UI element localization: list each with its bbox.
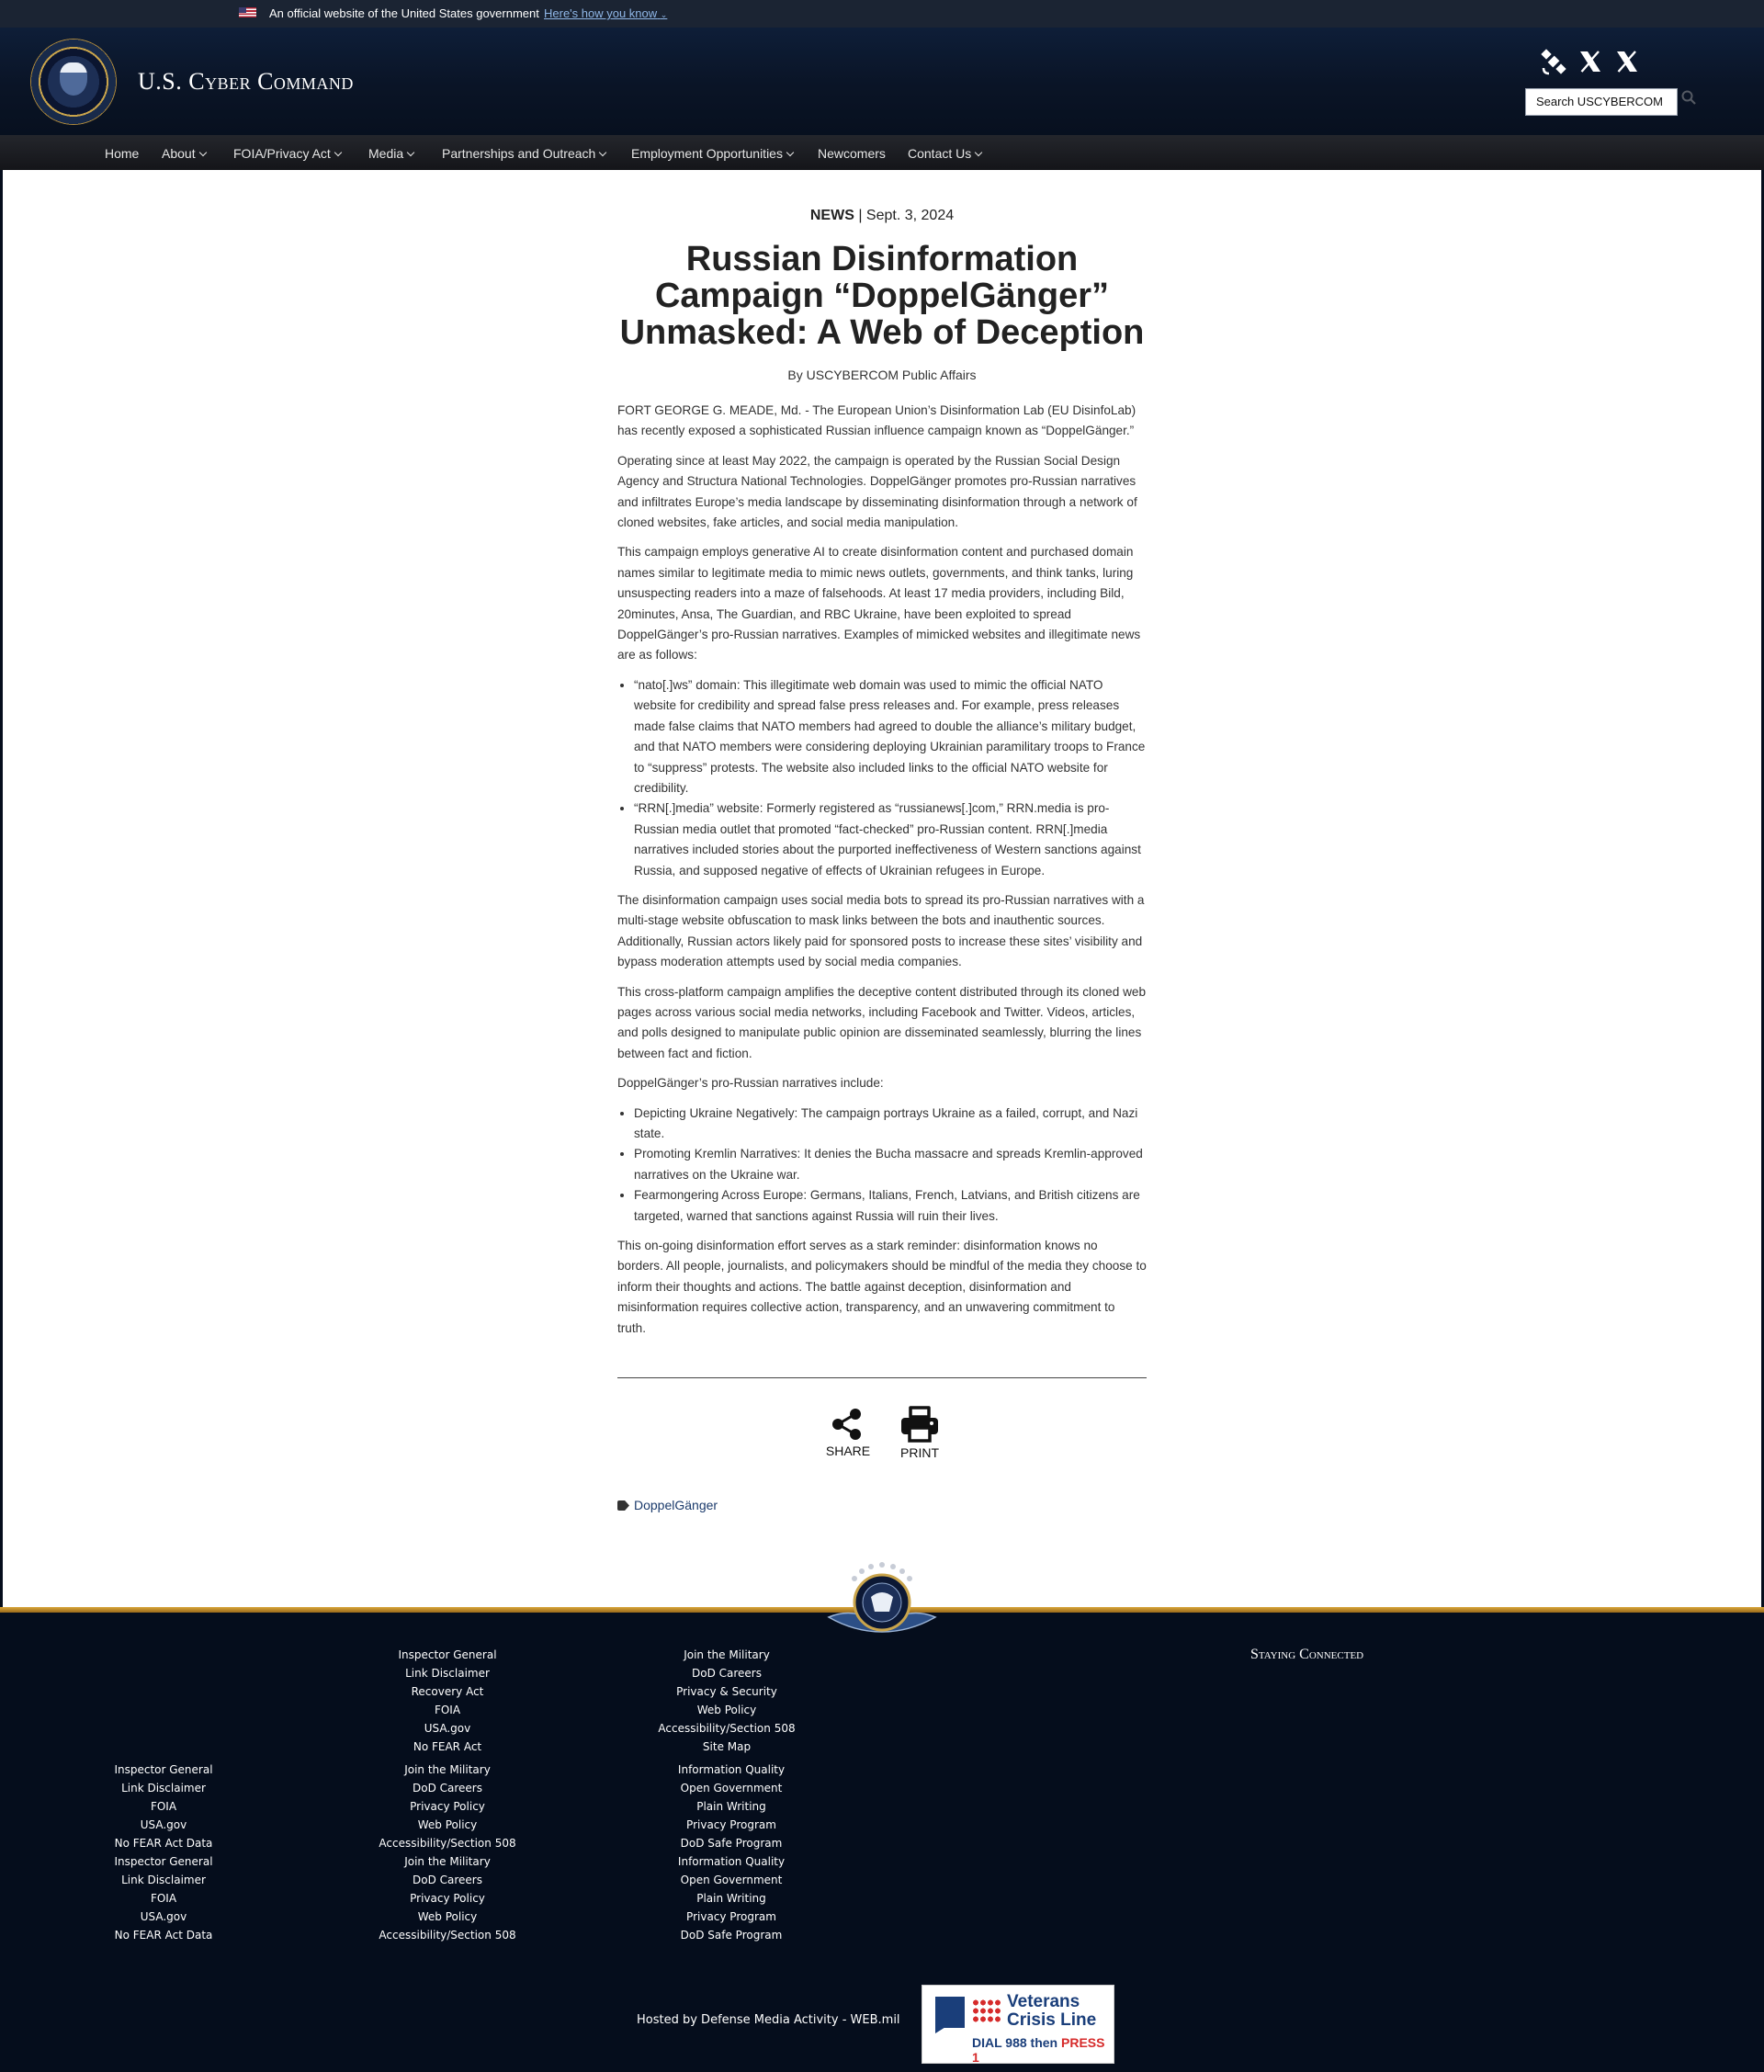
- footer-links-col-a: [367, 1646, 528, 1756]
- share-label: SHARE: [825, 1444, 871, 1458]
- search-icon[interactable]: [1681, 90, 1696, 105]
- examples-list: [617, 675, 1147, 881]
- footer-link[interactable]: Inspector General: [114, 1763, 213, 1776]
- heres-how-you-know-link[interactable]: Here's how you know ⌄: [544, 6, 668, 20]
- chevron-down-icon: [198, 149, 206, 156]
- footer-link[interactable]: USA.gov: [140, 1818, 187, 1831]
- satellite-icon[interactable]: [1540, 48, 1567, 75]
- search-input[interactable]: Search USCYBERCOM: [1525, 88, 1678, 116]
- article-paragraph: This cross-platform campaign amplifies the deceptive content distributed through its cloned web pages across various social media networks, including Facebook and Twitter. Videos, articles, and polls designed to manipulate public opinion are disseminated seamlessly, blurring the lines between fact and fiction.: [617, 984, 1147, 1060]
- article-paragraph: DoppelGänger’s pro-Russian narratives include:: [617, 1076, 884, 1091]
- site-brand-title[interactable]: U.S. Cyber Command: [138, 68, 354, 95]
- footer-links-col-b: [644, 1646, 809, 1756]
- nav-item-media[interactable]: Media: [368, 146, 413, 161]
- footer-link[interactable]: Privacy Program: [686, 1818, 776, 1831]
- chevron-down-icon: [975, 149, 982, 156]
- footer-link[interactable]: Link Disclaimer: [121, 1874, 206, 1886]
- footer-link[interactable]: Privacy Policy: [410, 1800, 485, 1813]
- content-divider: [617, 1377, 1147, 1378]
- print-label: PRINT: [900, 1445, 939, 1460]
- footer-link[interactable]: Plain Writing: [696, 1800, 766, 1813]
- article-paragraph: This campaign employs generative AI to create disinformation content and purchased domain names similar to legitimate media to mimic news outlets, governments, and think tanks, luring unsuspecting readers into a maze of falsehoods. At least 17 media providers, including Bild, 20minutes, Ansa, The Guardian, and RBC Ukraine, have been exploited to spread DoppelGänger’s pro-Russian narratives. Examples of mimicked websites and illegitimate news are as follows:: [617, 545, 1141, 662]
- article-paragraph: This on-going disinformation effort serves as a stark reminder: disinformation knows no borders. All people, journalists, and policymakers should be mindful of the media they choose to inform their thoughts and actions. The battle against deception, disinformation and misinformation requires collective action, transparency, and an unwavering commitment to truth.: [617, 1239, 1147, 1335]
- footer-link[interactable]: FOIA: [150, 1892, 177, 1905]
- footer-link[interactable]: FOIA: [434, 1704, 461, 1716]
- footer-links-col-1: [90, 1761, 237, 1944]
- site-header: [0, 28, 1764, 135]
- footer-link[interactable]: Open Government: [680, 1874, 783, 1886]
- nav-item-newcomers[interactable]: Newcomers: [818, 146, 886, 161]
- list-item: • Fearmongering Across Europe: Germans, Italians, French, Latvians, and British citizens are targeted, warned that sanctions against Russia will ruin their lives.: [634, 1185, 1147, 1227]
- footer-link[interactable]: Site Map: [702, 1740, 752, 1753]
- nav-item-employment[interactable]: Employment Opportunities: [631, 146, 793, 161]
- footer-link[interactable]: DoD Careers: [413, 1874, 482, 1886]
- footer-link[interactable]: Accessibility/Section 508: [658, 1722, 796, 1735]
- footer-link[interactable]: Inspector General: [398, 1648, 497, 1661]
- footer-link[interactable]: DoD Safe Program: [680, 1837, 783, 1850]
- staying-connected-heading: Staying Connected: [1250, 1647, 1364, 1662]
- footer-link[interactable]: No FEAR Act Data: [114, 1837, 213, 1850]
- list-item: • Promoting Kremlin Narratives: It denies the Bucha massacre and spreads Kremlin-approved narratives on the Ukraine war.: [634, 1144, 1147, 1185]
- footer-link[interactable]: Web Policy: [417, 1818, 478, 1831]
- footer-link[interactable]: No FEAR Act Data: [114, 1929, 213, 1942]
- article-title: Russian Disinformation Campaign “DoppelGänger” Unmasked: A Web of Deception: [619, 240, 1145, 352]
- chevron-down-icon: [334, 149, 342, 156]
- share-icon: [830, 1408, 866, 1441]
- footer-link[interactable]: USA.gov: [140, 1910, 187, 1923]
- footer-link[interactable]: Link Disclaimer: [121, 1782, 206, 1795]
- gov-banner-text: An official website of the United States government: [269, 6, 539, 20]
- footer-link[interactable]: Open Government: [680, 1782, 783, 1795]
- chevron-down-icon: [407, 149, 414, 156]
- nav-item-contact[interactable]: Contact Us: [908, 146, 981, 161]
- article-date: Sept. 3, 2024: [865, 208, 955, 223]
- footer-link[interactable]: Join the Military: [684, 1648, 770, 1661]
- footer-link[interactable]: DoD Careers: [692, 1667, 762, 1680]
- footer-link[interactable]: Inspector General: [114, 1855, 213, 1868]
- narratives-list: [617, 1104, 1147, 1227]
- footer-links-col-2: [356, 1761, 539, 1944]
- footer-seal-emblem: [827, 1560, 937, 1636]
- footer-link[interactable]: No FEAR Act: [413, 1740, 482, 1753]
- main-nav: [0, 135, 1764, 170]
- list-item: • “RRN[.]media” website: Formerly registered as “russianews[.]com,” RRN.media is pro-Russian media outlet that promoted “fact-checked” pro-Russian content. RRN[.]media narratives included stories about the purported ineffectiveness of Western sanctions against Russia, and supposed negative of effects of Ukrainian refugees in Europe.: [634, 798, 1147, 881]
- footer-link[interactable]: Recovery Act: [411, 1685, 484, 1698]
- flag-speech-bubble-icon: [935, 1997, 965, 2033]
- footer-link[interactable]: Plain Writing: [696, 1892, 766, 1905]
- print-button[interactable]: [897, 1406, 943, 1460]
- footer-link[interactable]: Privacy Program: [686, 1910, 776, 1923]
- list-item: • “nato[.]ws” domain: This illegitimate web domain was used to mimic the official NATO website for credibility and spread false press releases and. For example, press releases made false claims that NATO members had agreed to double the alliance’s military budget, and that NATO members were considering deploying Ukrainian paramilitary troops to France to “suppress” protests. The website also included links to the official NATO website for credibility.: [634, 675, 1147, 798]
- chevron-down-icon: [786, 149, 794, 156]
- gov-banner: [0, 0, 1764, 28]
- tag-icon: [617, 1500, 629, 1511]
- footer-link[interactable]: Join the Military: [404, 1763, 491, 1776]
- footer-link[interactable]: Join the Military: [404, 1855, 491, 1868]
- hosted-by-text[interactable]: Hosted by Defense Media Activity - WEB.mil: [637, 2013, 900, 2027]
- article-paragraph: FORT GEORGE G. MEADE, Md. - The European Union’s Disinformation Lab (EU DisinfoLab) has recently exposed a sophisticated Russian influence campaign known as “DoppelGänger.”: [617, 403, 1136, 438]
- footer-link[interactable]: DoD Safe Program: [680, 1929, 783, 1942]
- footer-link[interactable]: Accessibility/Section 508: [379, 1837, 516, 1850]
- footer-link[interactable]: Information Quality: [677, 1763, 786, 1776]
- footer-links-col-3: [649, 1761, 814, 1944]
- footer-link[interactable]: FOIA: [150, 1800, 177, 1813]
- tag-link[interactable]: DoppelGänger: [617, 1498, 718, 1512]
- veterans-crisis-line-banner[interactable]: Veterans Crisis Line DIAL 988 then PRESS 1: [922, 1985, 1114, 2064]
- footer-link[interactable]: USA.gov: [424, 1722, 471, 1735]
- footer-link[interactable]: Privacy & Security: [676, 1685, 777, 1698]
- article-byline: By USCYBERCOM Public Affairs: [787, 368, 977, 382]
- footer-link[interactable]: DoD Careers: [413, 1782, 482, 1795]
- article-type: NEWS: [809, 208, 854, 223]
- share-button[interactable]: [825, 1408, 871, 1458]
- nav-item-home[interactable]: Home: [105, 146, 140, 161]
- article-body: [617, 401, 1147, 1348]
- dots-icon: [972, 1998, 1001, 2024]
- footer-link[interactable]: Web Policy: [417, 1910, 478, 1923]
- printer-icon: [899, 1406, 940, 1443]
- nav-item-about[interactable]: About: [162, 146, 206, 161]
- us-flag-icon: [239, 7, 256, 17]
- chevron-down-icon: ⌄: [660, 10, 668, 19]
- x-twitter-icon[interactable]: [1615, 50, 1639, 74]
- footer-link[interactable]: Web Policy: [696, 1704, 757, 1716]
- footer-link[interactable]: Link Disclaimer: [405, 1667, 490, 1680]
- article-paragraph: Operating since at least May 2022, the campaign is operated by the Russian Social Design Agency and Structura National Technologies. DoppelGänger promotes pro-Russian narratives and infiltrates Europe’s media landscape by disseminating disinformation through a network of cloned websites, fake articles, and social media manipulation.: [617, 453, 1137, 530]
- uscybercom-seal-logo[interactable]: [30, 39, 117, 125]
- footer-link[interactable]: Privacy Policy: [410, 1892, 485, 1905]
- x-twitter-icon[interactable]: [1578, 50, 1602, 74]
- footer-link[interactable]: Accessibility/Section 508: [379, 1929, 516, 1942]
- nav-item-foia[interactable]: FOIA/Privacy Act: [233, 146, 341, 161]
- chevron-down-icon: [599, 149, 606, 156]
- nav-item-partnerships[interactable]: Partnerships and Outreach: [442, 146, 605, 161]
- footer-link[interactable]: Information Quality: [677, 1855, 786, 1868]
- article-kicker: NEWS | Sept. 3, 2024: [809, 208, 955, 223]
- article-paragraph: The disinformation campaign uses social media bots to spread its pro-Russian narratives with a multi-stage website obfuscation to mask links between the bots and inauthentic sources. Additionally, Russian actors likely paid for sponsored posts to increase these sites’ visibility and bypass moderation attempts used by social media companies.: [617, 892, 1145, 969]
- list-item: • Depicting Ukraine Negatively: The campaign portrays Ukraine as a failed, corrupt, and Nazi state.: [634, 1104, 1147, 1145]
